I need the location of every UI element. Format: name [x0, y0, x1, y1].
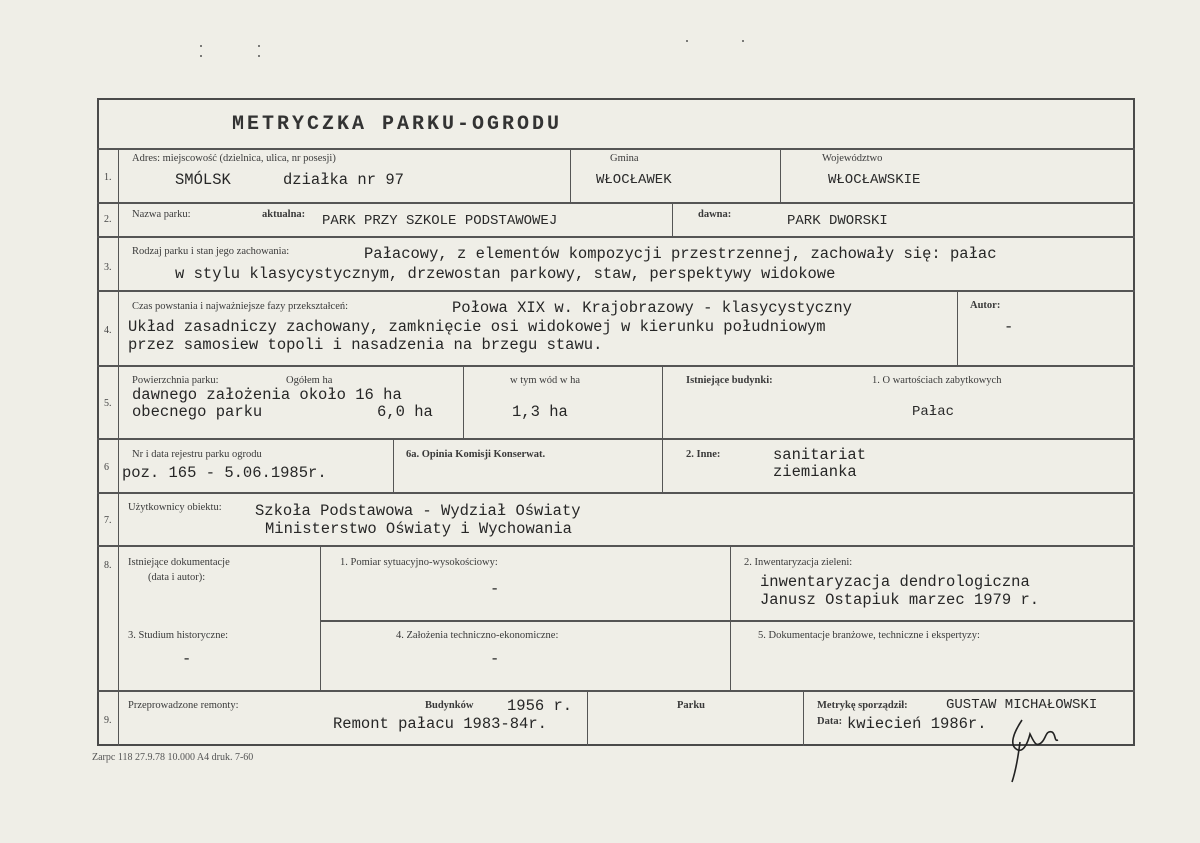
users-line1: Szkoła Podstawowa - Wydział Oświaty [255, 502, 581, 520]
park-name-label: Nazwa parku: [132, 209, 191, 220]
current-name-label: aktualna: [262, 209, 306, 220]
speck [742, 40, 744, 42]
water-area-label: w tym wód w ha [510, 375, 580, 386]
repairs-park-label: Parku [677, 700, 706, 711]
gmina-value: WŁOCŁAWEK [596, 172, 672, 188]
inventory-label: 2. Inwentaryzacja zieleni: [744, 557, 853, 568]
area-former: dawnego założenia około 16 ha [132, 386, 402, 404]
area-label: Powierzchnia parku: [132, 375, 219, 386]
former-name-label: dawna: [698, 209, 732, 220]
other-buildings-label: 2. Inne: [686, 449, 721, 460]
docs-label: Istniejące dokumentacje [128, 557, 230, 568]
gmina-label: Gmina [610, 153, 639, 164]
history-line3: przez samosiew topoli i nasadzenia na brzegu stawu. [128, 336, 603, 354]
current-name-value: PARK PRZY SZKOLE PODSTAWOWEJ [322, 213, 558, 229]
row-number: 3. [104, 262, 112, 273]
row-number: 7. [104, 515, 112, 526]
date-label: Data: [817, 716, 843, 727]
survey-value: - [490, 580, 500, 598]
row-number: 4. [104, 325, 112, 336]
inventory-line2: Janusz Ostapiuk marzec 1979 r. [760, 591, 1040, 609]
branch-docs-label: 5. Dokumentacje branżowe, techniczne i ekspertyzy: [758, 630, 980, 641]
inventory-line1: inwentaryzacja dendrologiczna [760, 573, 1030, 591]
speck [200, 45, 202, 47]
buildings-label: Istniejące budynki: [686, 375, 773, 386]
repairs-label: Przeprowadzone remonty: [128, 700, 239, 711]
opinion-label: 6a. Opinia Komisji Konserwat. [406, 449, 546, 460]
area-current-label: obecnego parku [132, 403, 263, 421]
speck [686, 40, 688, 42]
speck [200, 55, 202, 57]
park-type-line1: Pałacowy, z elementów kompozycji przestrzennej, zachowały się: pałac [364, 245, 997, 263]
history-line1: Połowa XIX w. Krajobrazowy - klasycystyczny [452, 299, 852, 317]
history-line2: Układ zasadniczy zachowany, zamknięcie osi widokowej w kierunku południowym [128, 318, 826, 336]
former-name-value: PARK DWORSKI [787, 213, 888, 229]
park-type-line2: w stylu klasycystycznym, drzewostan parkowy, staw, perspektywy widokowe [175, 265, 836, 283]
users-label: Użytkownicy obiektu: [128, 502, 222, 513]
repairs-buildings-year: 1956 r. [507, 697, 573, 715]
author-label: Autor: [970, 300, 1001, 311]
docs-sublabel: (data i autor): [148, 572, 206, 583]
print-footer: Zarpc 118 27.9.78 10.000 A4 druk. 7-60 [92, 752, 254, 763]
form-title: METRYCZKA PARKU-OGRODU [232, 113, 563, 136]
speck [258, 45, 260, 47]
row-number: 5. [104, 398, 112, 409]
survey-label: 1. Pomiar sytuacyjno-wysokościowy: [340, 557, 498, 568]
address-label: Adres: miejscowość (dzielnica, ulica, nr posesji) [132, 153, 336, 164]
row-number: 8. [104, 560, 112, 571]
voivodeship-label: Województwo [822, 153, 883, 164]
prepared-by-value: GUSTAW MICHAŁOWSKI [946, 697, 1098, 713]
register-label: Nr i data rejestru parku ogrodu [132, 449, 262, 460]
author-value: - [1004, 318, 1014, 336]
park-type-label: Rodzaj parku i stan jego zachowania: [132, 246, 290, 257]
address-plot: działka nr 97 [283, 171, 404, 189]
other-buildings-line2: ziemianka [773, 463, 857, 481]
tech-econ-label: 4. Założenia techniczno-ekonomiczne: [396, 630, 559, 641]
other-buildings-line1: sanitariat [773, 446, 867, 464]
repairs-buildings-label: Budynków [425, 700, 474, 711]
prepared-by-label: Metrykę sporządził: [817, 700, 908, 711]
monument-label: 1. O wartościach zabytkowych [872, 375, 1002, 386]
speck [258, 55, 260, 57]
history-label: Czas powstania i najważniejsze fazy przekształceń: [132, 301, 349, 312]
form-frame [97, 98, 1135, 746]
address-locality: SMÓLSK [175, 171, 231, 189]
users-line2: Ministerstwo Oświaty i Wychowania [265, 520, 572, 538]
date-value: kwiecień 1986r. [847, 715, 987, 733]
area-current-value: 6,0 ha [377, 403, 433, 421]
signature-mark [1000, 712, 1080, 792]
register-value: poz. 165 - 5.06.1985r. [122, 464, 327, 482]
row-number: 1. [104, 172, 112, 183]
tech-econ-value: - [490, 650, 500, 668]
row-number: 2. [104, 214, 112, 225]
history-study-value: - [182, 650, 192, 668]
water-area-value: 1,3 ha [512, 403, 568, 421]
area-total-label: Ogółem ha [286, 375, 333, 386]
repairs-buildings-value: Remont pałacu 1983-84r. [333, 715, 547, 733]
row-number: 9. [104, 715, 112, 726]
monument-value: Pałac [912, 404, 955, 420]
row-number: 6 [104, 462, 109, 473]
voivodeship-value: WŁOCŁAWSKIE [828, 172, 921, 188]
history-study-label: 3. Studium historyczne: [128, 630, 229, 641]
